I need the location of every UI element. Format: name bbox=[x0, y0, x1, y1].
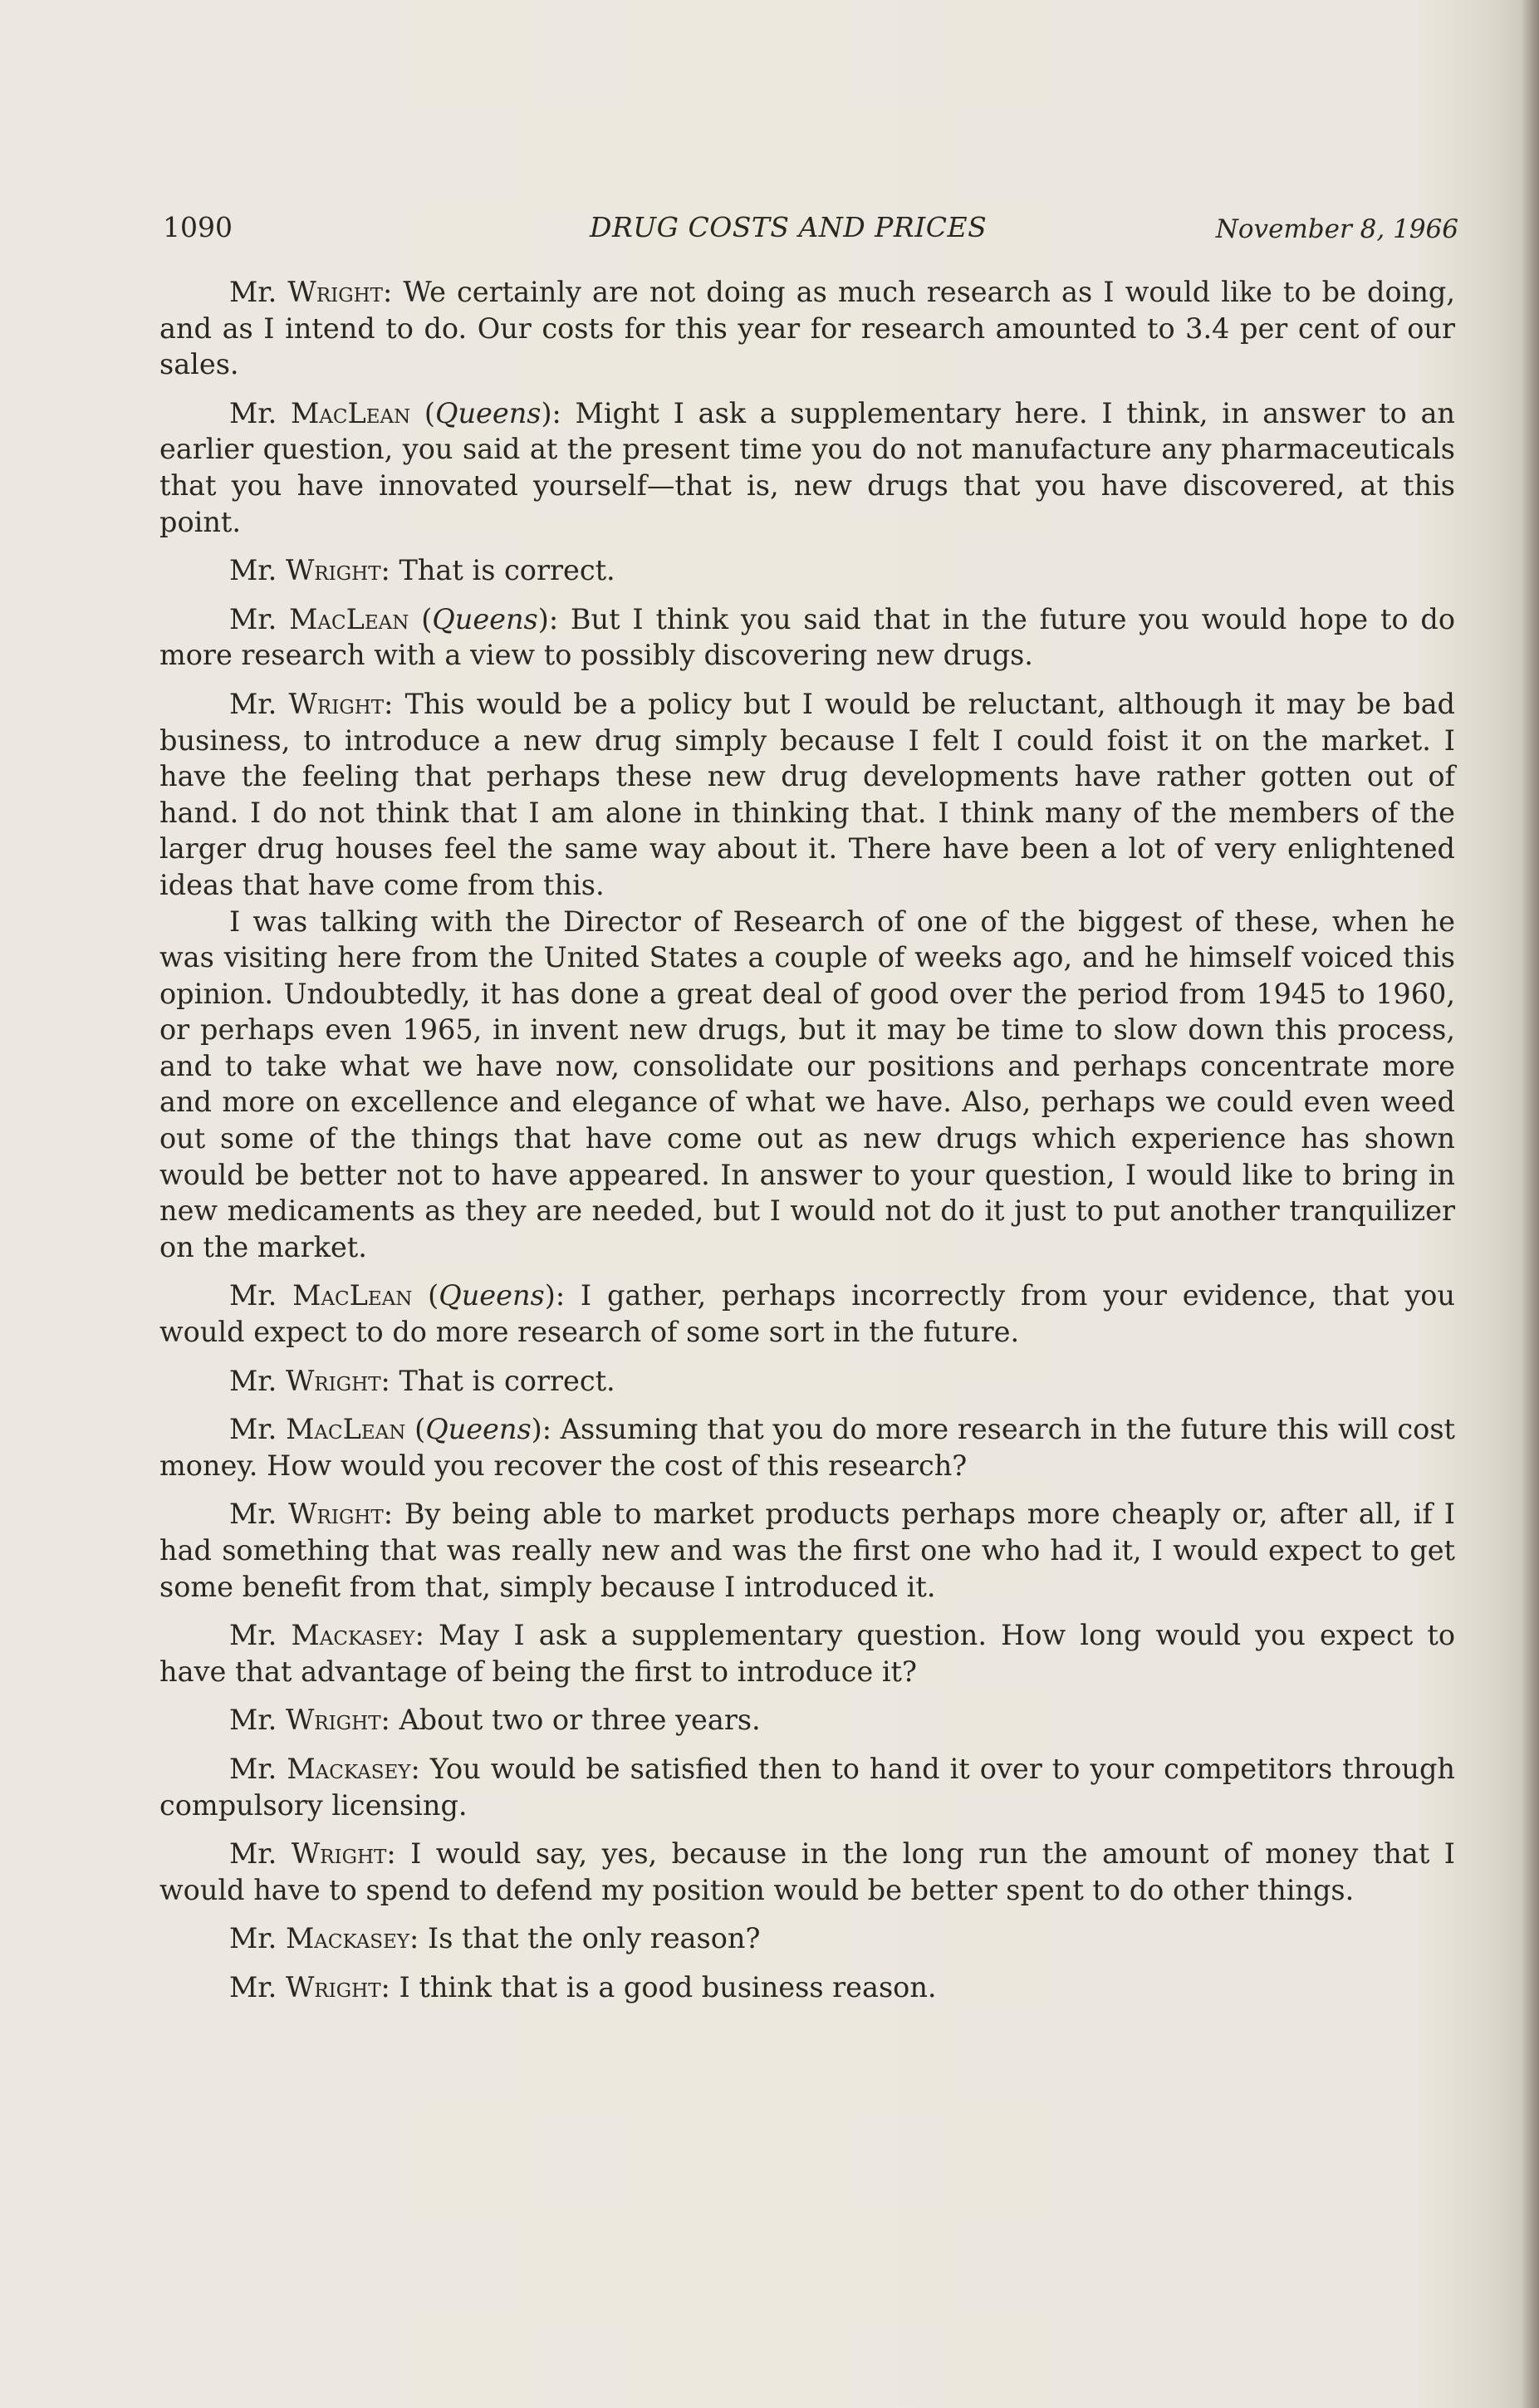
paragraph: Mr. MacLean (Queens): Might I ask a supplementary here. I think, in answer to an earlier question, you said at the present time you do not manufacture any pharmaceuticals that you have innovated yourself—that is, new drugs that you have discovered, at this point. bbox=[159, 396, 1456, 538]
speaker-name: Mackasey bbox=[285, 1922, 410, 1955]
paragraph: Mr. MacLean (Queens): Assuming that you do more research in the future this will cost money. How would you recover the cost of this research? bbox=[159, 1413, 1456, 1482]
speaker-name: MacLean bbox=[290, 396, 411, 429]
speaker-name: Wright bbox=[285, 1970, 381, 2003]
speaker-name: MacLean bbox=[289, 602, 409, 635]
speaker-name: Wright bbox=[288, 687, 385, 720]
paragraph: Mr. Mackasey: May I ask a supplementary question. How long would you expect to have that advantage of being the first to introduce it? bbox=[159, 1619, 1455, 1688]
paragraph: Mr. MacLean (Queens): I gather, perhaps incorrectly from your evidence, that you would expect to do more research of some sort in the future. bbox=[159, 1279, 1456, 1349]
speaker-name: Mackasey bbox=[291, 1619, 415, 1652]
speaker-name: Wright bbox=[285, 1364, 381, 1397]
speaker-riding: Queens bbox=[425, 1413, 532, 1446]
paragraph: Mr. Wright: I think that is a good business reason. bbox=[229, 1970, 937, 2003]
speaker-riding: Queens bbox=[435, 396, 542, 429]
paragraph: Mr. Wright: I would say, yes, because in the long run the amount of money that I would have to spend to defend my position would be better spent to do other things. bbox=[159, 1837, 1455, 1906]
speaker-riding: Queens bbox=[439, 1279, 545, 1312]
paragraph: Mr. Wright: That is correct. bbox=[229, 554, 615, 587]
speaker-name: Mackasey bbox=[287, 1752, 411, 1785]
speaker-riding: Queens bbox=[432, 602, 538, 635]
paragraph: Mr. Mackasey: You would be satisfied then to hand it over to your competitors through compulsory licensing. bbox=[159, 1752, 1455, 1822]
page-edge-shadow bbox=[1521, 0, 1539, 2408]
paragraph: Mr. Mackasey: Is that the only reason? bbox=[229, 1922, 761, 1955]
paragraph: I was talking with the Director of Research of one of the biggest of these, when he was visiting here from the United States a couple of weeks ago, and he himself voiced this opinion. Undoubtedly, it has done a great deal of good over the period from 1945 to 1960, or perhaps even 1965, in invent new drugs, but it may be time to slow down this process, and to take what we have now, consolidate our positions and perhaps concentrate more and more on excellence and elegance of what we have. Also, perhaps we could even weed out some of the things that have come out as new drugs which experience has shown would be better not to have appeared. In answer to your question, I would like to bring in new medicaments as they are needed, but I would not do it just to put another tranquilizer on the market. bbox=[159, 905, 1455, 1263]
paragraph: Mr. Wright: By being able to market products perhaps more cheaply or, after all, if I had something that was really new and was the first one who had it, I would expect to get some benefit from that, simply because I introduced it. bbox=[159, 1498, 1455, 1603]
speaker-name: Wright bbox=[285, 1704, 381, 1737]
speaker-name: Wright bbox=[291, 1837, 387, 1871]
speaker-name: Wright bbox=[285, 554, 381, 587]
header-date: November 8, 1966 bbox=[1215, 214, 1458, 244]
page-number: 1090 bbox=[163, 211, 233, 243]
paragraph: Mr. MacLean (Queens): But I think you said that in the future you would hope to do more research with a view to possibly discovering new drugs. bbox=[159, 602, 1456, 672]
paragraph: Mr. Wright: We certainly are not doing as much research as I would like to be doing, and as I intend to do. Our costs for this year for research amounted to 3.4 per cent of our sales. bbox=[159, 276, 1455, 381]
running-title: DRUG COSTS AND PRICES bbox=[590, 211, 988, 243]
paragraph: Mr. Wright: This would be a policy but I would be reluctant, although it may be bad business, to introduce a new drug simply because I felt I could foist it on the market. I have the feeling that perhaps these new drug developments have rather gotten out of hand. I do not think that I am alone in thinking that. I think many of the members of the larger drug houses feel the same way about it. There have been a lot of very enlightened ideas that have come from this. bbox=[159, 687, 1455, 901]
transcript-body bbox=[159, 274, 1455, 2006]
speaker-name: Wright bbox=[287, 276, 383, 308]
speaker-name: MacLean bbox=[286, 1413, 406, 1446]
speaker-name: MacLean bbox=[292, 1279, 413, 1312]
page-header bbox=[163, 211, 1458, 251]
speaker-name: Wright bbox=[288, 1498, 384, 1531]
paragraph: Mr. Wright: About two or three years. bbox=[229, 1704, 761, 1737]
paragraph: Mr. Wright: That is correct. bbox=[229, 1364, 615, 1397]
